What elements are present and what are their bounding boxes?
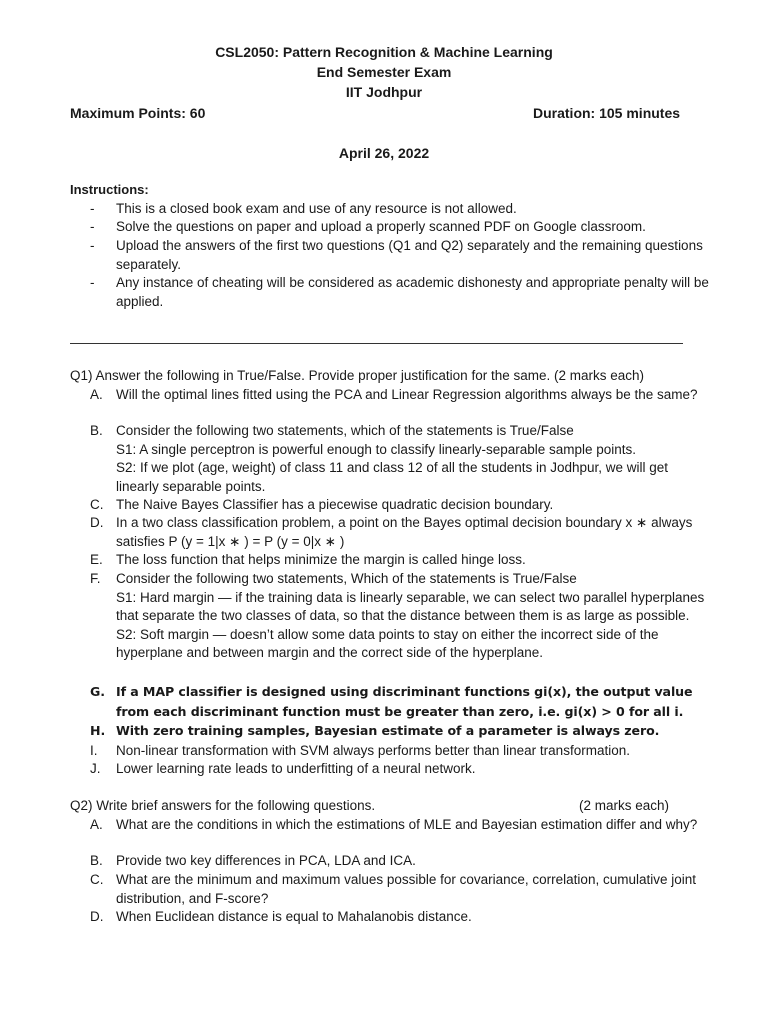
- instruction-item: [90, 200, 710, 219]
- item-text: Consider the following two statements, which of the statements is True/False: [116, 423, 574, 438]
- q1-item-g: [90, 682, 710, 722]
- item-text: Will the optimal lines fitted using the PCA and Linear Regression algorithms always be the same?: [116, 387, 698, 402]
- item-text: In a two class classification problem, a point on the Bayes optimal decision boundary x ∗ always satisfies P (y = 1|x ∗ ) = P (y = 0|x ∗ ): [116, 515, 693, 549]
- item-label: E.: [90, 552, 103, 567]
- instruction-text: Any instance of cheating will be considered as academic dishonesty and appropriate penalty will be applied.: [116, 275, 709, 309]
- item-text: With zero training samples, Bayesian estimate of a parameter is always zero.: [116, 723, 660, 738]
- item-label: J.: [90, 761, 101, 776]
- item-label: A.: [90, 387, 103, 402]
- item-text: What are the minimum and maximum values possible for covariance, correlation, cumulative joint distribution, and F-score?: [116, 872, 696, 906]
- item-text: Consider the following two statements, Which of the statements is True/False: [116, 571, 577, 586]
- item-label: C.: [90, 872, 104, 887]
- instructions-title: Instructions:: [70, 182, 149, 197]
- q1-item-h: [90, 722, 710, 741]
- item-text: What are the conditions in which the estimations of MLE and Bayesian estimation differ and why?: [116, 817, 698, 832]
- bullet-dash: -: [90, 238, 95, 253]
- q2-item-d: [90, 908, 710, 927]
- item-label: I.: [90, 743, 98, 758]
- item-label: F.: [90, 571, 101, 586]
- statement-s1: S1: A single perceptron is powerful enough to classify linearly-separable sample points.: [116, 441, 637, 457]
- q1-heading: Q1) Answer the following in True/False. Provide proper justification for the same. (2 marks each): [70, 368, 645, 383]
- max-points: Maximum Points: 60: [70, 105, 206, 121]
- q1-item-j: [90, 760, 710, 779]
- duration: Duration: 105 minutes: [533, 105, 681, 121]
- q2-item-b: [90, 852, 710, 871]
- item-text: Non-linear transformation with SVM always performs better than linear transformation.: [116, 743, 630, 758]
- q1-item-f: [90, 570, 710, 663]
- instruction-text: This is a closed book exam and use of any resource is not allowed.: [116, 201, 517, 216]
- item-text: Provide two key differences in PCA, LDA and ICA.: [116, 853, 416, 868]
- exam-date: April 26, 2022: [338, 145, 430, 161]
- item-label: B.: [90, 853, 103, 868]
- item-label: C.: [90, 497, 104, 512]
- bullet-dash: -: [90, 201, 95, 216]
- instruction-item: [90, 237, 710, 274]
- course-title: CSL2050: Pattern Recognition & Machine Learning: [215, 44, 553, 60]
- item-label: H.: [90, 723, 106, 738]
- item-label: B.: [90, 423, 103, 438]
- instruction-text: Solve the questions on paper and upload a properly scanned PDF on Google classroom.: [116, 219, 646, 234]
- instruction-text: Upload the answers of the first two questions (Q1 and Q2) separately and the remaining questions separately.: [116, 238, 703, 272]
- item-label: D.: [90, 515, 104, 530]
- item-label: A.: [90, 817, 103, 832]
- item-label: D.: [90, 909, 104, 924]
- item-text: If a MAP classifier is designed using discriminant functions gi(x), the output value from each discriminant function must be greater than zero, i.e. gi(x) > 0 for all i.: [116, 684, 693, 719]
- statement-s1: S1: Hard margin — if the training data is linearly separable, we can select two parallel hyperplanes that separate the two classes of data, so that the distance between them is as large as possible.: [116, 589, 705, 623]
- q1-item-d: [90, 514, 710, 551]
- institute-name: IIT Jodhpur: [345, 84, 423, 100]
- q2-marks: (2 marks each): [579, 798, 670, 813]
- item-text: The Naive Bayes Classifier has a piecewise quadratic decision boundary.: [116, 497, 554, 512]
- q2-item-c: [90, 871, 710, 908]
- bullet-dash: -: [90, 275, 95, 290]
- statement-s2: S2: Soft margin — doesn’t allow some data points to stay on either the incorrect side of the hyperplane and between margin and the correct side of the hyperplane.: [116, 626, 659, 660]
- divider-line: [70, 343, 683, 344]
- q1-item-c: [90, 496, 710, 515]
- instruction-item: [90, 218, 710, 237]
- exam-title: End Semester Exam: [316, 64, 452, 80]
- item-text: Lower learning rate leads to underfitting of a neural network.: [116, 761, 476, 776]
- q2-item-a: [90, 816, 710, 835]
- q1-item-a: [90, 386, 710, 405]
- q1-item-i: [90, 742, 710, 761]
- q1-item-b: [90, 422, 710, 496]
- statement-s2: S2: If we plot (age, weight) of class 11 and class 12 of all the students in Jodhpur, we will get linearly separable points.: [116, 460, 669, 494]
- item-text: The loss function that helps minimize the margin is called hinge loss.: [116, 552, 526, 567]
- instruction-item: [90, 274, 710, 311]
- q2-heading: Q2) Write brief answers for the following questions.: [70, 798, 376, 813]
- item-text: When Euclidean distance is equal to Mahalanobis distance.: [116, 909, 472, 924]
- item-label: G.: [90, 684, 105, 699]
- q1-item-e: [90, 551, 710, 570]
- bullet-dash: -: [90, 219, 95, 234]
